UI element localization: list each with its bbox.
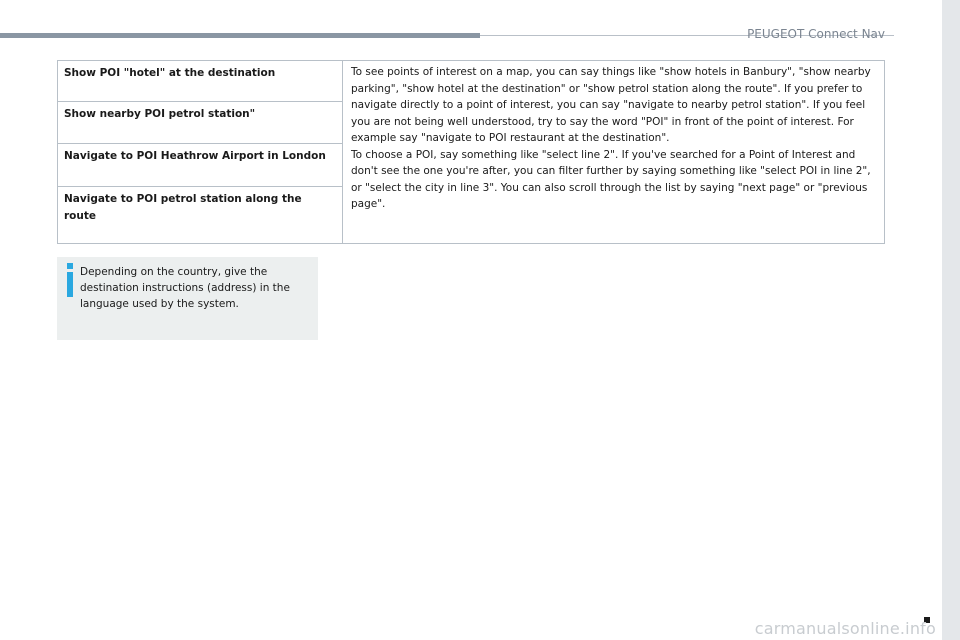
command-cell: Show POI "hotel" at the destination [58, 61, 343, 102]
header-rule [0, 33, 480, 38]
info-text: Depending on the country, give the destination instructions (address) in the language used by the system. [80, 266, 290, 310]
command-cell: Show nearby POI petrol station" [58, 102, 343, 144]
table-row [58, 61, 885, 102]
command-cell: Navigate to POI petrol station along the route [58, 187, 343, 244]
command-cell: Navigate to POI Heathrow Airport in London [58, 144, 343, 187]
header-title: PEUGEOT Connect Nav [747, 27, 885, 41]
info-icon [65, 263, 75, 297]
watermark: carmanualsonline.info [754, 619, 936, 638]
side-strip [942, 0, 960, 640]
info-note [57, 257, 318, 340]
description-paragraph: To see points of interest on a map, you can say things like "show hotels in Banbury", "show nearby parking", "show hotel at the destination" or "show petrol station along the route". If you prefer to navigate directly to a point of interest, you can say "navigate to nearby petrol station". If you feel you are not being well understood, try to say the word "POI" in front of the point of interest. For example say "navigate to POI restaurant at the destination". [351, 66, 871, 144]
voice-command-table [57, 60, 885, 244]
description-cell [343, 61, 885, 244]
description-paragraph: To choose a POI, say something like "select line 2". If you've searched for a Point of Interest and don't see the one you're after, you can filter further by saying something like "select POI in line 2", or "select the city in line 3". You can also scroll through the list by saying "next page" or "previous page". [351, 148, 871, 210]
